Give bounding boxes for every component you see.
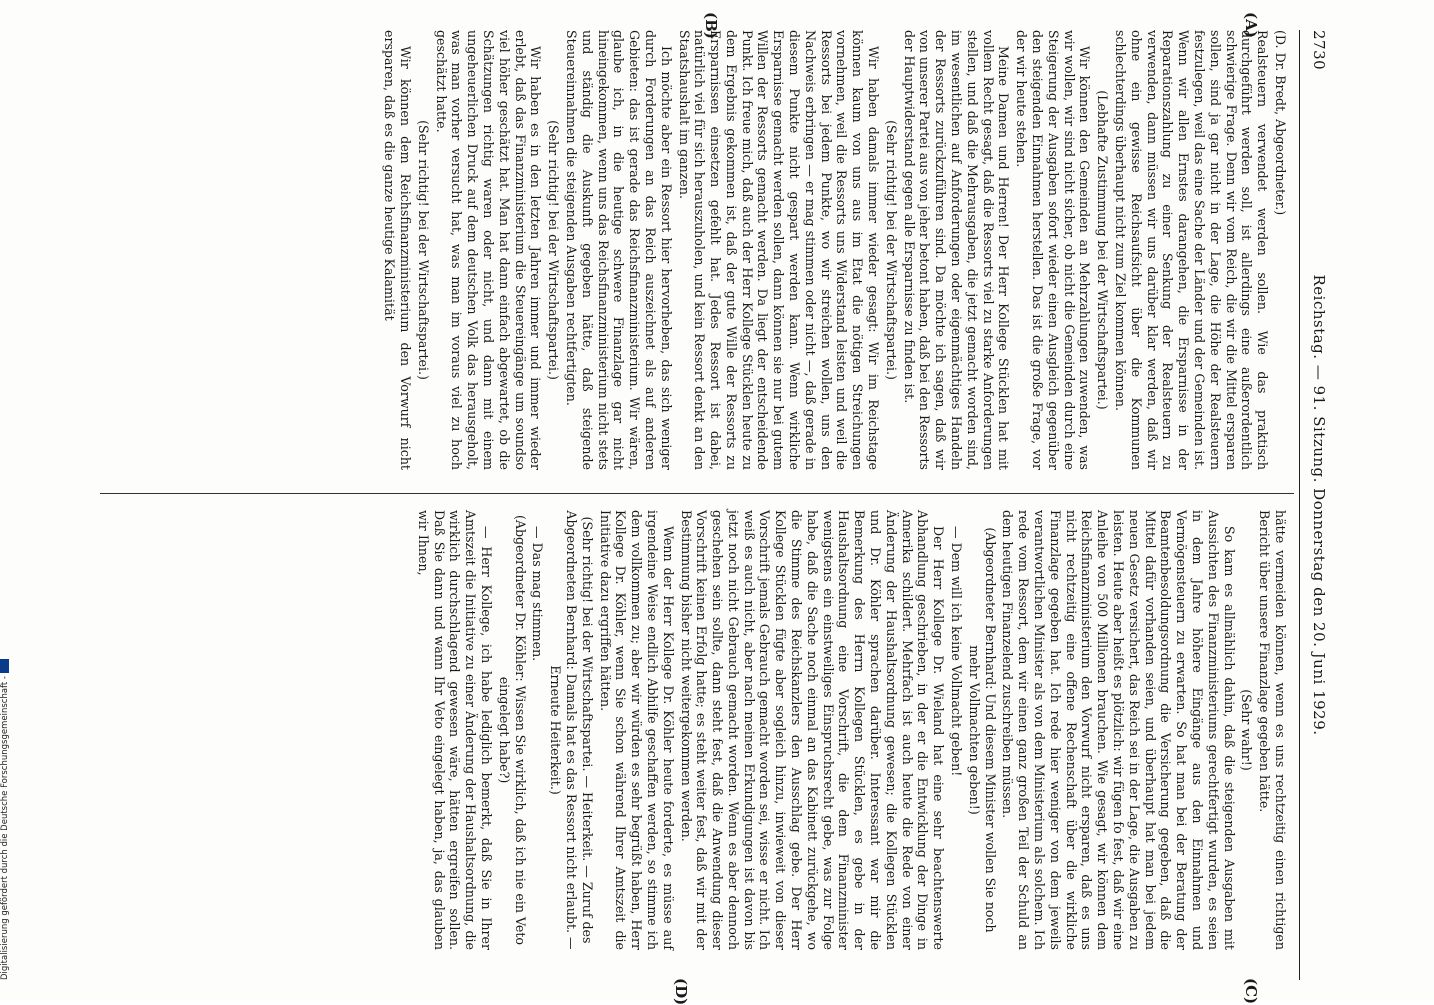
paragraph: So kam es allmählich dahin, daß die steigenden Ausgaben mit Aussichten des Finanzministeriums gerechtfertigt wurden, es seien in dem Jahre höhere Eingänge aus den Einnahmen und Vermögensteuern zu erwarten. So hat man bei der Beratung der Beamtenbesoldungsordnung die Versicherung gegeben, daß die Mittel dafür vorhanden seien, und überhaupt hat man bei jedem neuen Gesetz versichert, das Reich sei in der Lage, die Ausgaben zu leisten. Heute aber heißt es plötzlich: wir fügen fo fest, daß wir eine Anleihe von 500 Millionen brauchen. Wie gesagt, wir können dem Reichsfinanzministerium den Vorwurf nicht ersparen, daß es uns nicht rechtzeitig eine offene Rechenschaft über die wirkliche Finanzlage gegeben hat. Ich rede hier weniger von dem jeweils verantwortlichen Minister als von dem Ministerium als solchem. Ich rede vom Ressort, dem wir einen ganz großen Teil der Schuld an dem heutigen Finanzelend zuschreiben müssen. [1000, 510, 1237, 950]
interjection: (Sehr richtig! bei der Wirtschaftspartei.) [415, 120, 431, 380]
interjection: (Sehr richtig! bei der Wirtschaftspartei. — Heiterkeit. — Zuruf des Abgeordneten Bernhard: Damals hat es das Ressort nicht erlaubt. — Erneute Heiterkeit.) [548, 510, 595, 950]
paragraph: Ich möchte aber ein Ressort hier hervorheben, das sich weniger durch Forderungen an das Reich auszeichnet als auf anderen Gebieten: das ist gerade das Reichsfinanzministerium. Wir wären, glaube ich, in die heutige schwere Finanzlage gar nicht hineingekommen, wenn uns das Reichsfinanzministerium nicht stets und ständig die Auskunft gegeben hätte, daß steigende Steuereinnahmen die steigenden Ausgaben rechtfertigten. [563, 30, 674, 470]
paragraph: hätte vermeiden können, wenn es uns rechtzeitig einen richtigen Bericht über unsere Finanzlage gegeben hätte. [1257, 510, 1288, 950]
paragraph: — Herr Kollege, ich habe lediglich bemerkt, daß Sie in Ihrer Amtszeit die Initiative zu einer Änderung der Haushaltsordnung, die wirklich durchschlagend gewesen wäre, hätten ergreifen sollen. Daß Sie dann und wann Ihr Veto eingelegt haben, ja, das glauben wir Ihnen, [415, 510, 494, 950]
paragraph: Wir können den Gemeinden an Mehrzahlungen zuwenden, was wir wollen, wir sind nicht sicher, ob nicht die Gemeinden durch eine Steigerung der Ausgaben sofort wieder einen Ausgleich gegenüber den steigenden Einnahmen herstellen. Das ist die große Frage, vor der wir heute stehen. [1014, 30, 1093, 470]
paragraph: Realsteuern verwendet werden sollen. Wie das praktisch durchgeführt werden soll, ist allerdings eine außerordentlich schwierige Frage. Denn wir vom Reich, die wir die Mittel ersparen sollen, sind ja gar nicht in der Lage, die Höhe der Realsteuern festzulegen, weil das eine Sache der Länder und der Gemeinden ist. Wenn wir allen Ernstes darangehen, die Ersparnisse in der Reparationszahlung zu einer Senkung der Realsteuern zu verwenden, dann müssen wir uns darüber klar werden, daß wir ohne ein gewisse Reichsaufsicht über die Kommunen schlechterdings überhaupt nicht zum Ziel kommen können. [1113, 30, 1271, 470]
rotated-page-content [100, 10, 1330, 1005]
paragraph: — Dem will ich keine Vollmacht geben! [949, 526, 965, 777]
dfg-logo-icon [0, 659, 9, 673]
paragraph: Wenn der Herr Kollege Dr. Köhler heute forderte, es müsse auf irgendeine Weise endlich Abhilfe geschaffen werden, so stimme ich dem vollkommen zu; aber wir würden es sehr begrüßt haben, Herr Kollege Dr. Köhler, wenn Sie schon während Ihrer Amtszeit die Initiative dazu ergriffen hätten. [597, 510, 676, 950]
digitization-text: Digitalisierung gefördert durch die Deutsche Forschungsgemeinschaft - [0, 676, 10, 980]
margin-marker-c: (C) [1242, 978, 1260, 1005]
paragraph: Meine Damen und Herren! Der Herr Kollege Stücklen hat mit vollem Recht gesagt, daß die Ressorts viel zu starke Anforderungen stellen, und daß die Mehrausgaben, die jetzt gemacht worden sind, im wesentlichen auf Anforderungen oder eigenmächtiges Handeln der Ressorts zurückzuführen sind. Da möchte ich sagen, daß wir von unserer Partei aus von jeher betont haben, daß bei den Ressorts der Hauptwiderstand gegen alle Ersparnisse zu finden ist. [901, 30, 1012, 470]
left-column [379, 30, 1288, 470]
right-column [413, 510, 1288, 950]
column-divider [100, 493, 1294, 494]
page-title: Reichstag. — 91. Sitzung. Donnerstag den 20. Juni 1929. [1310, 274, 1328, 736]
paragraph: — Das mag stimmen. [530, 526, 546, 662]
interjection: (Abgeordneter Bernhard: Und diesem Minister wollen Sie noch mehr Vollmachten geben!) [966, 527, 998, 933]
paragraph: Der Herr Kollege Dr. Wieland hat eine sehr beachtenswerte Abhandlung geschrieben, in der er die Entwicklung der Dinge in Amerika schildert. Mehrfach ist auch heute die Rede von einer Änderung der Haushaltsordnung gewesen; die Kollegen Stücklen und Dr. Köhler sprachen darüber. Interessant war mir die Bemerkung des Herrn Kollegen Stücklen, es gebe in der Haushaltsordnung eine Vorschrift, die dem Finanzminister wenigstens ein einstweiliges Einspruchsrecht gebe, was zur Folge habe, daß die Sache noch einmal an das Kabinett zurückgehe, wo die Stimme des Reichskanzlers den Ausschlag gebe. Der Herr Kollege Stücklen fügte aber sogleich hinzu, inwieweit von dieser Vorschrift jemals Gebrauch gemacht worden sei, wisse er nicht. Ich weiß es auch nicht, aber nach meinen Erkundigungen ist davon bis jetzt noch nicht Gebrauch gemacht worden. Wenn es aber dennoch geschehen sein sollte, dann steht fest, daß die Anwendung dieser Vorschrift keinen Erfolg hatte; es steht weiter fest, daß wir mit der Bestimmung bisher nicht weitergekommen werden. [678, 510, 947, 950]
margin-marker-d: (D) [672, 978, 690, 1005]
paragraph: Wir haben es in den letzten Jahren immer und immer wieder erlebt, daß das Finanzministerium die Steuereingänge um soundso viel höher geschätzt hat. Man hat dann einfach abgewartet, ob die Schätzungen richtig waren oder nicht, und dann mit einem ungeheuerlichen Druck auf dem deutschen Volk das herausgeholt, was man vorher versucht hat, was man im voraus viel zu hoch geschätzt hatte. [433, 30, 544, 470]
page-number: 2730 [1310, 30, 1328, 71]
paragraph: (D. Dr. Bredt, Abgeordneter.) [1273, 30, 1288, 216]
interjection: (Sehr wahr!) [1239, 689, 1255, 771]
margin-marker-b: (B) [702, 12, 720, 39]
interjection: (Sehr richtig! bei der Wirtschaftspartei.) [546, 120, 562, 380]
header-rule [1299, 30, 1300, 980]
margin-marker-a: (A) [1242, 12, 1260, 38]
digitization-note [0, 676, 10, 980]
interjection: (Lebhafte Zustimmung bei der Wirtschaftspartei.) [1095, 90, 1111, 410]
paragraph: Wir haben damals immer wieder gesagt: Wir im Reichstage können kaum von uns aus im Etat die nötigen Streichungen vornehmen, weil die Ressorts uns Widerstand leisten und weil die Ressorts bei jedem Punkte, wo wir streichen wollen, uns den Nachweis erbringen — er mag stimmen oder nicht —, daß gerade in diesem Punkte nicht gespart werden kann. Wenn wirkliche Ersparnisse gemacht werden sollen, dann können sie nur bei gutem Willen der Ressorts gemacht werden. Da liegt der entscheidende Punkt. Ich freue mich, daß auch der Herr Kollege Stücklen heute zu dem Ergebnis gekommen ist, daß der gute Wille der Ressorts zu Ersparnissen einsetzen gefehlt hat. Jedes Ressort ist dabei, natürlich viel für sich herauszuholen, und kein Ressort denkt an den Staatshaushalt im ganzen. [676, 30, 882, 470]
paragraph: Wir können dem Reichsfinanzministerium den Vorwurf nicht ersparen, daß es die ganze heutige Kalamität [382, 30, 413, 470]
interjection: (Abgeordneter Dr. Köhler: Wissen Sie wirklich, daß ich nie ein Veto eingelegt habe?) [496, 514, 528, 946]
interjection: (Sehr richtig! bei der Wirtschaftspartei.) [883, 120, 899, 380]
page-header [1306, 30, 1330, 980]
